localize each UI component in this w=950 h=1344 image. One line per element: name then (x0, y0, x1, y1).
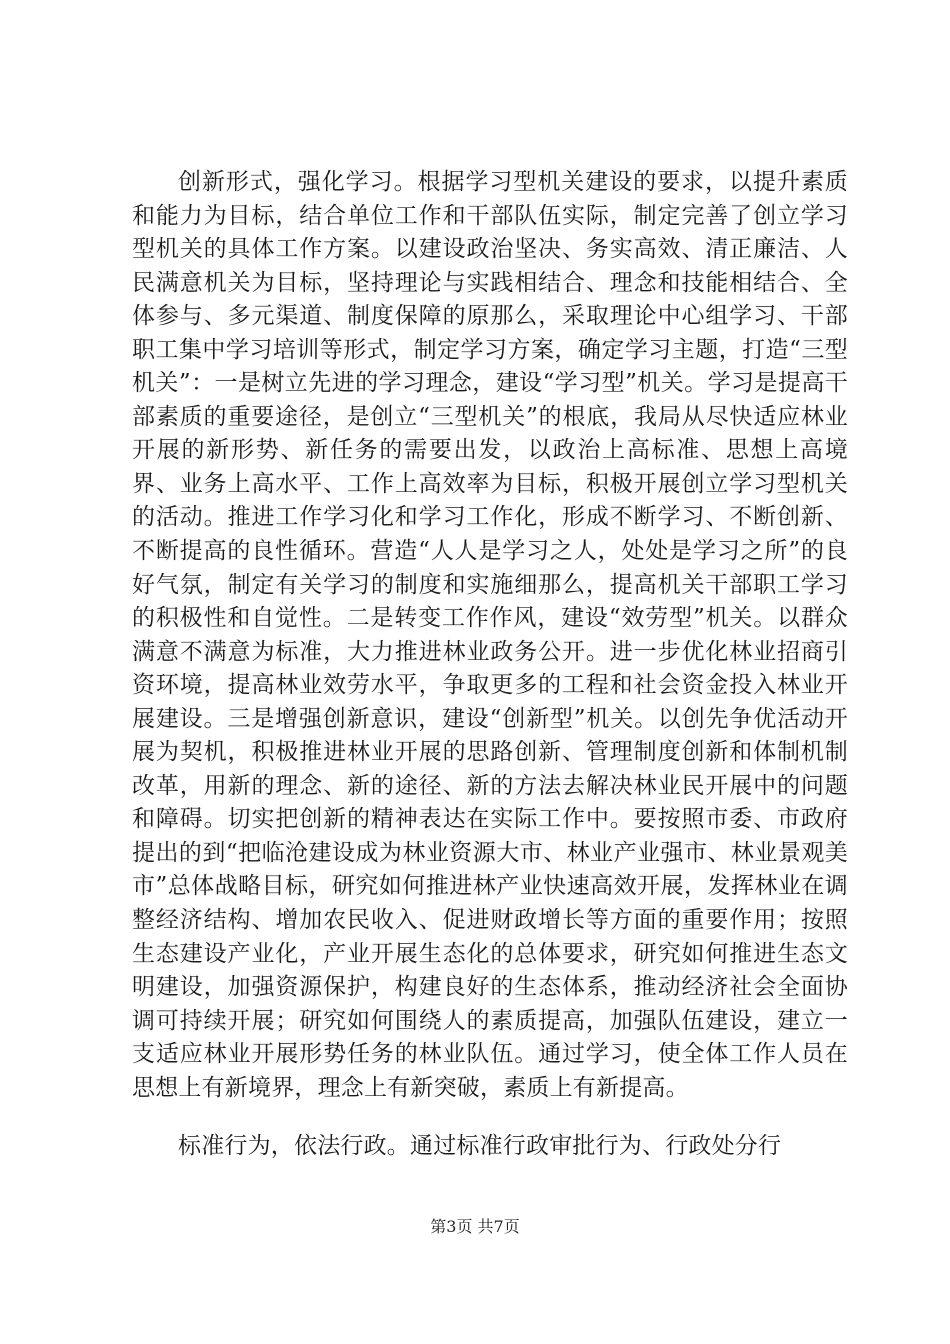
paragraph-study: 创新形式，强化学习。根据学习型机关建设的要求，以提升素质和能力为目标，结合单位工作和干部队伍实际，制定完善了创立学习型机关的具体工作方案。以建设政治坚决、务实高效、清正廉洁、人民满意机关为目标，坚持理论与实践相结合、理念和技能相结合、全体参与、多元渠道、制度保障的原那么，采取理论中心组学习、干部职工集中学习培训等形式，制定学习方案，确定学习主题，打造“三型机关”：一是树立先进的学习理念，建设“学习型”机关。学习是提高干部素质的重要途径，是创立“三型机关”的根底，我局从尽快适应林业开展的新形势、新任务的需要出发，以政治上高标准、思想上高境界、业务上高水平、工作上高效率为目标，积极开展创立学习型机关的活动。推进工作学习化和学习工作化，形成不断学习、不断创新、不断提高的良性循环。营造“人人是学习之人，处处是学习之所”的良好气氛，制定有关学习的制度和实施细那么，提高机关干部职工学习的积极性和自觉性。二是转变工作作风，建设“效劳型”机关。以群众满意不满意为标准，大力推进林业政务公开。进一步优化林业招商引资环境，提高林业效劳水平，争取更多的工程和社会资金投入林业开展建设。三是增强创新意识，建设“创新型”机关。以创先争优活动开展为契机，积极推进林业开展的思路创新、管理制度创新和体制机制改革，用新的理念、新的途径、新的方法去解决林业民开展中的问题和障碍。切实把创新的精神表达在实际工作中。要按照市委、市政府提出的到“把临沧建设成为林业资源大市、林业产业强市、林业景观美市”总体战略目标，研究如何推进林产业快速高效开展，发挥林业在调整经济结构、增加农民收入、促进财政增长等方面的重要作用；按照生态建设产业化，产业开展生态化的总体要求，研究如何推进生态文明建设，加强资源保护，构建良好的生态体系，推动经济社会全面协调可持续开展；研究如何围绕人的素质提高，加强队伍建设，建立一支适应林业开展形势任务的林业队伍。通过学习，使全体工作人员在思想上有新境界，理念上有新突破，素质上有新提高。 (132, 169, 848, 1101)
paragraph-administration: 标准行为，依法行政。通过标准行政审批行为、行政处分行 (178, 1133, 782, 1160)
page-number-footer: 第3页 共7页 (430, 1217, 520, 1236)
document-body (132, 166, 848, 1164)
